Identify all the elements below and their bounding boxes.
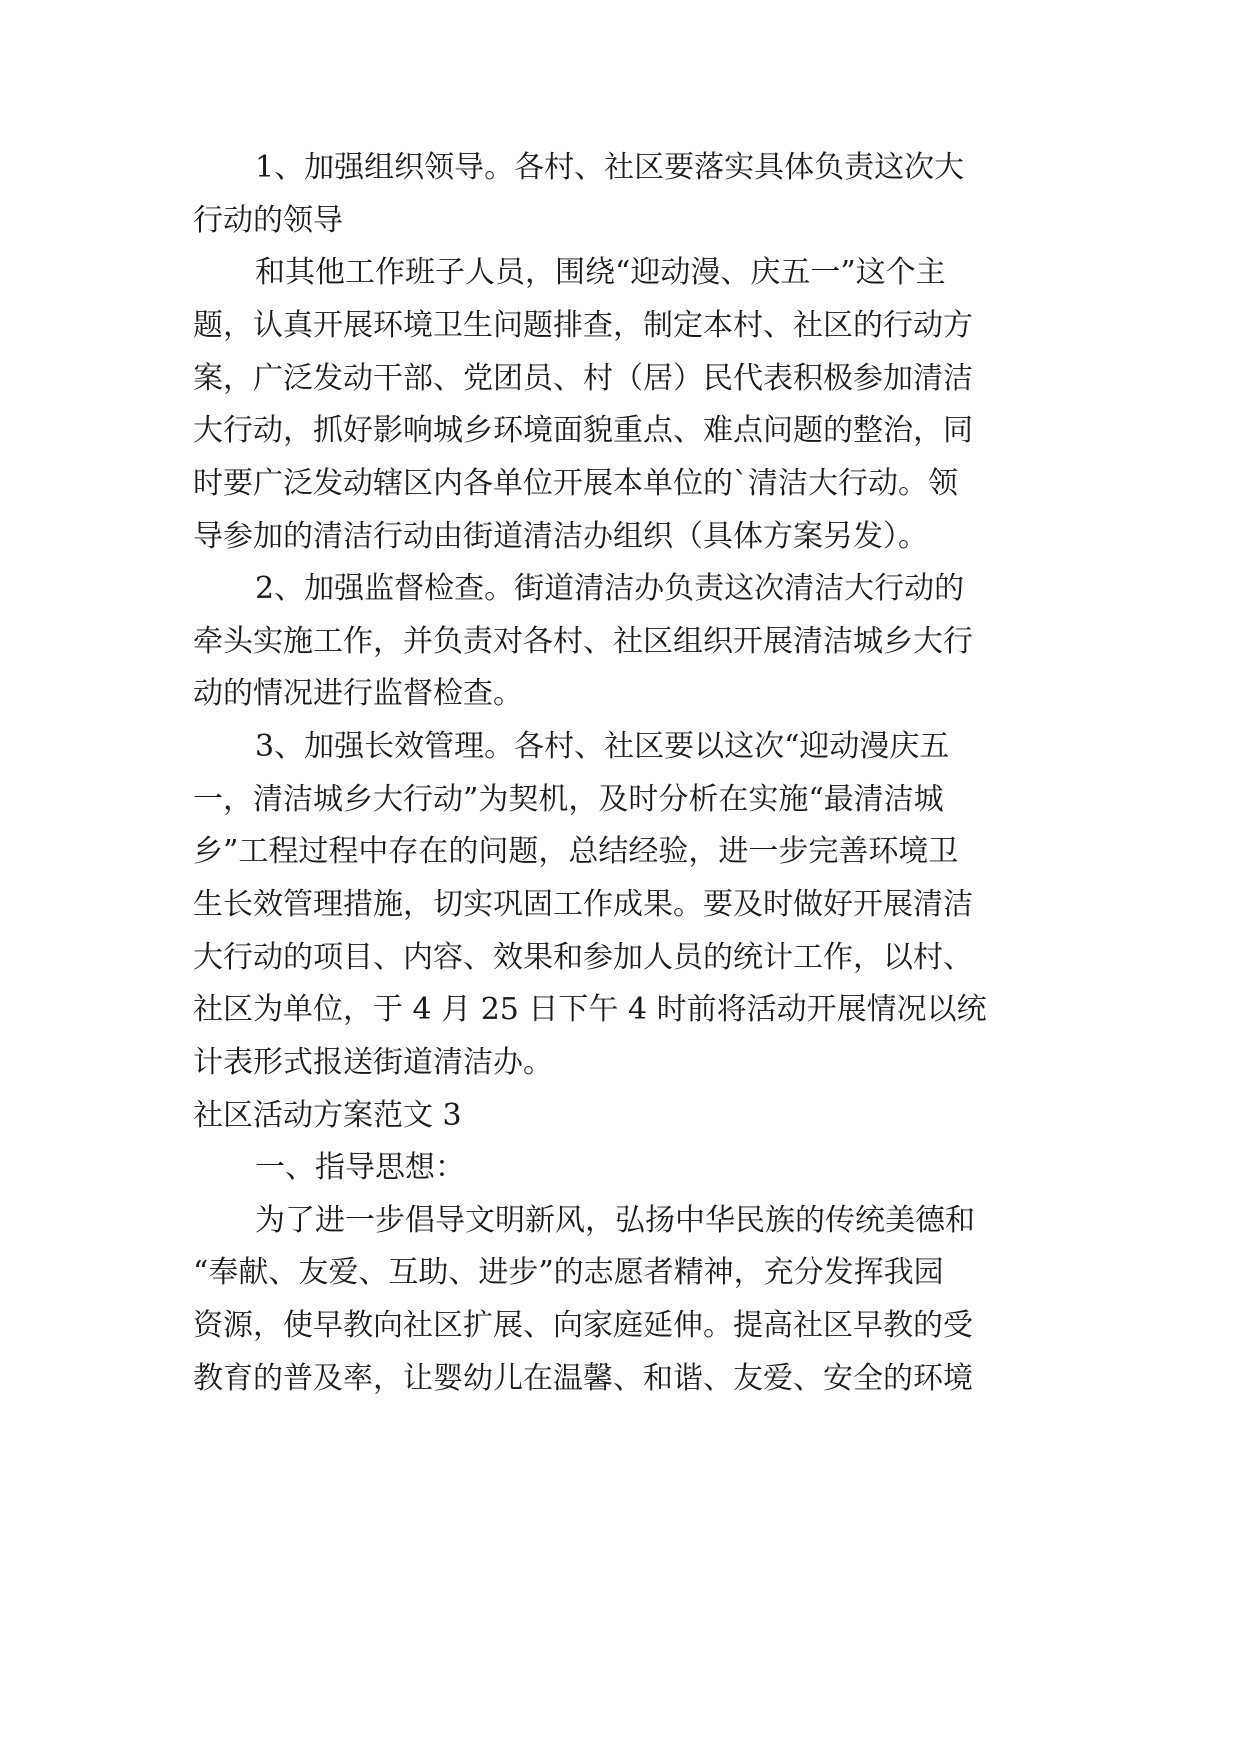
section-heading: 社区活动方案范文 3 — [193, 1098, 462, 1133]
text-line: 计表形式报送街道清洁办。 — [193, 1045, 553, 1080]
text-line: 大行动，抓好影响城乡环境面貌重点、难点问题的整治，同 — [193, 413, 973, 448]
text-line: 和其他工作班子人员，围绕“迎动漫、庆五一”这个主 — [255, 255, 946, 290]
text-line: 题，认真开展环境卫生问题排查，制定本村、社区的行动方 — [193, 308, 973, 343]
text-line: 2、加强监督检查。街道清洁办负责这次清洁大行动的 — [255, 571, 965, 606]
text-line: 资源，使早教向社区扩展、向家庭延伸。提高社区早教的受 — [193, 1308, 973, 1343]
text-line: 1、加强组织领导。各村、社区要落实具体负责这次大 — [255, 150, 965, 185]
text-line: 时要广泛发动辖区内各单位开展本单位的`清洁大行动。领 — [193, 466, 958, 501]
text-line: 为了进一步倡导文明新风，弘扬中华民族的传统美德和 — [255, 1203, 975, 1238]
text-line: 案，广泛发动干部、党团员、村（居）民代表积极参加清洁 — [193, 361, 973, 396]
text-line: 导参加的清洁行动由街道清洁办组织（具体方案另发）。 — [193, 519, 928, 554]
text-line: 社区为单位，于 4 月 25 日下午 4 时前将活动开展情况以统 — [193, 992, 987, 1027]
text-line: 3、加强长效管理。各村、社区要以这次“迎动漫庆五 — [255, 729, 950, 764]
text-line: 生长效管理措施，切实巩固工作成果。要及时做好开展清洁 — [193, 887, 973, 922]
text-line: 教育的普及率，让婴幼儿在温馨、和谐、友爱、安全的环境 — [193, 1361, 973, 1396]
text-line: 一，清洁城乡大行动”为契机，及时分析在实施“最清洁城 — [193, 782, 944, 817]
text-line: 大行动的项目、内容、效果和参加人员的统计工作，以村、 — [193, 940, 973, 975]
text-line: “奉献、友爱、互助、进步”的志愿者精神，充分发挥我园 — [193, 1255, 944, 1290]
text-line: 乡”工程过程中存在的问题，总结经验，进一步完善环境卫 — [193, 834, 959, 869]
text-line: 行动的领导 — [193, 203, 343, 238]
text-line: 动的情况进行监督检查。 — [193, 676, 523, 711]
subsection-heading: 一、指导思想： — [255, 1150, 465, 1185]
text-line: 牵头实施工作，并负责对各村、社区组织开展清洁城乡大行 — [193, 624, 973, 659]
